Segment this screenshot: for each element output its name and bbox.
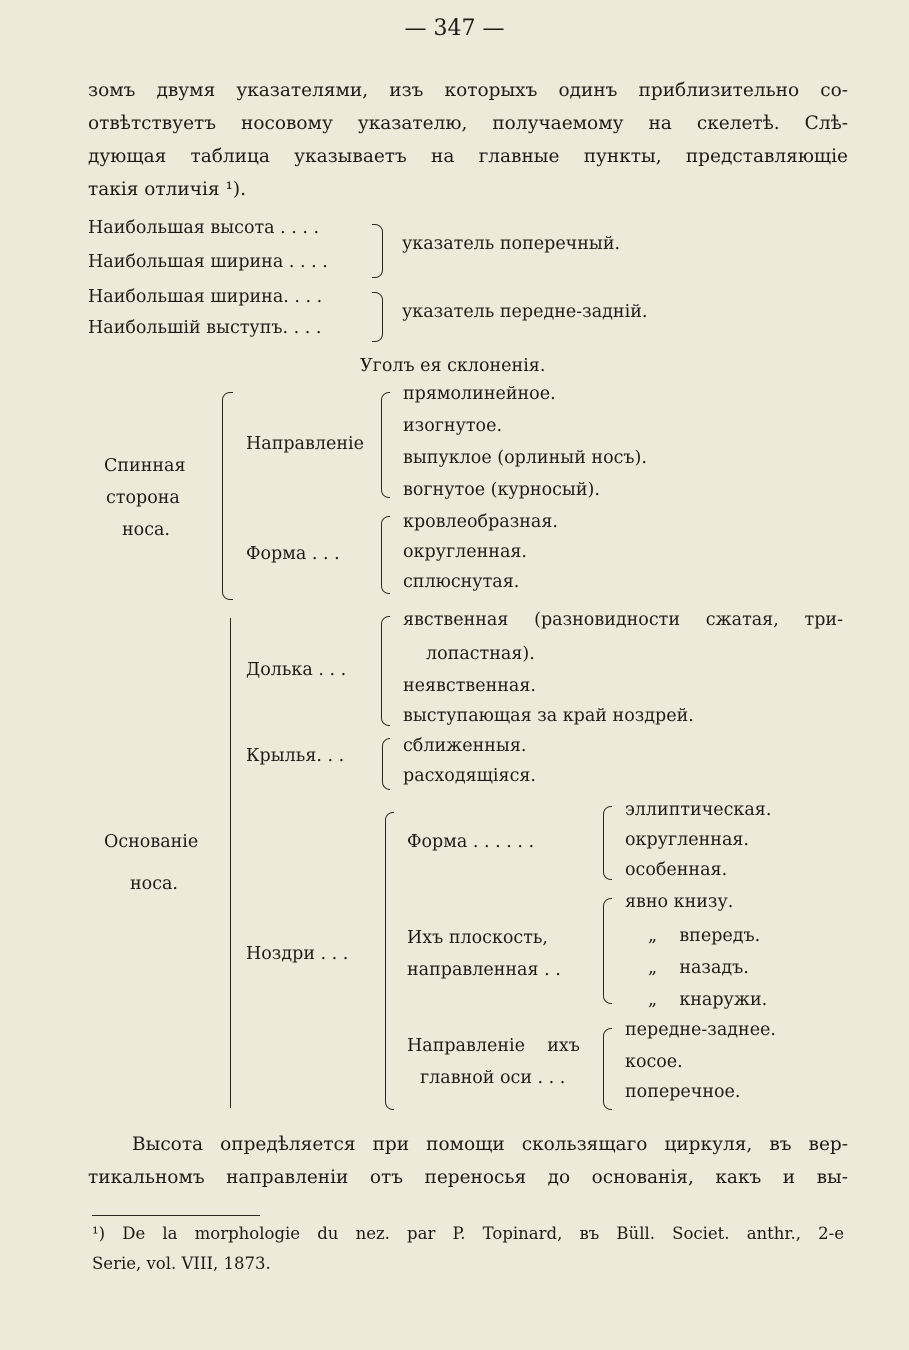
- brace: [603, 898, 612, 1004]
- axis-label: Направленіе ихъ: [407, 1036, 580, 1056]
- base-label: Основаніе: [104, 832, 199, 852]
- index-result: указатель поперечный.: [402, 234, 621, 254]
- intro-line: отвѣтствуетъ носовому указателю, получаемому на скелетѣ. Слѣ-: [88, 113, 848, 134]
- intro-line: такія отличія ¹).: [88, 179, 246, 200]
- plane-item: „ назадъ.: [648, 958, 749, 978]
- lobe-label: Долька . . .: [246, 660, 347, 680]
- axis-label: главной оси . . .: [420, 1068, 566, 1088]
- plane-item: явно книзу.: [625, 892, 734, 912]
- direction-label: Направленіе: [246, 434, 364, 454]
- brace: [385, 812, 394, 1110]
- intro-line: дующая таблица указываетъ на главные пункты, представляющіе: [88, 146, 848, 167]
- intro-paragraph: [88, 74, 848, 214]
- plane-label: направленная . .: [407, 960, 561, 980]
- base-label: носа.: [130, 874, 178, 894]
- brace: [382, 738, 390, 790]
- index-result: указатель передне-задній.: [402, 302, 648, 322]
- form-label: Форма . . .: [246, 544, 340, 564]
- axis-item: поперечное.: [625, 1082, 741, 1102]
- plane-item: „ впередъ.: [648, 926, 761, 946]
- form-item: сплюснутая.: [403, 572, 520, 592]
- nostrils-label: Ноздри . . .: [246, 944, 349, 964]
- nostril-form-item: особенная.: [625, 860, 728, 880]
- page-number: — 347 —: [404, 16, 505, 41]
- brace: [381, 392, 390, 498]
- form-item: кровлеобразная.: [403, 512, 558, 532]
- brace: [372, 224, 383, 278]
- direction-item: вогнутое (курносый).: [403, 480, 600, 500]
- lobe-item: неявственная.: [403, 676, 536, 696]
- brace: [381, 616, 390, 726]
- brace: [372, 292, 383, 342]
- brace: [603, 806, 612, 880]
- form-item: округленная.: [403, 542, 527, 562]
- direction-item: выпуклое (орлиный носъ).: [403, 448, 647, 468]
- index-measure: Наибольшій выступъ. . . .: [88, 318, 322, 338]
- lobe-item: выступающая за край ноздрей.: [403, 706, 694, 726]
- plane-item: „ кнаружи.: [648, 990, 768, 1010]
- dorsum-label: носа.: [122, 520, 170, 540]
- nostril-form-item: округленная.: [625, 830, 749, 850]
- index-measure: Наибольшая ширина. . . .: [88, 287, 323, 307]
- table-title: Уголъ ея склоненія.: [360, 356, 546, 376]
- nostril-form-item: эллиптическая.: [625, 800, 772, 820]
- closing-line: тикальномъ направленіи отъ переносья до основанія, какъ и вы-: [88, 1167, 848, 1188]
- intro-line: зомъ двумя указателями, изъ которыхъ одинъ приблизительно со-: [88, 80, 848, 101]
- direction-item: прямолинейное.: [403, 384, 556, 404]
- wings-item: сближенныя.: [403, 736, 527, 756]
- dorsum-label: сторона: [106, 488, 180, 508]
- lobe-item: явственная (разновидности сжатая, три-: [403, 610, 843, 630]
- brace: [603, 1028, 612, 1110]
- axis-item: косое.: [625, 1052, 683, 1072]
- index-measure: Наибольшая ширина . . . .: [88, 252, 328, 272]
- axis-item: передне-заднее.: [625, 1020, 776, 1040]
- closing-paragraph: [88, 1128, 848, 1198]
- index-measure: Наибольшая высота . . . .: [88, 218, 320, 238]
- wings-item: расходящіяся.: [403, 766, 536, 786]
- footnote-rule: [92, 1215, 260, 1216]
- nostril-form-label: Форма . . . . . .: [407, 832, 535, 852]
- footnote-line: ¹) De la morphologie du nez. par P. Topinard, въ Büll. Societ. anthr., 2-e: [92, 1224, 844, 1243]
- wings-label: Крылья. . .: [246, 746, 345, 766]
- closing-line: Высота опредѣляется при помощи скользящаго циркуля, въ вер-: [132, 1134, 848, 1155]
- brace: [222, 392, 233, 600]
- direction-item: изогнутое.: [403, 416, 503, 436]
- footnote-line: Serie, vol. VIII, 1873.: [92, 1254, 271, 1273]
- brace: [381, 516, 390, 594]
- dorsum-label: Спинная: [104, 456, 186, 476]
- plane-label: Ихъ плоскость,: [407, 928, 548, 948]
- base-brace-line: [230, 618, 231, 1108]
- lobe-item: лопастная).: [426, 644, 535, 664]
